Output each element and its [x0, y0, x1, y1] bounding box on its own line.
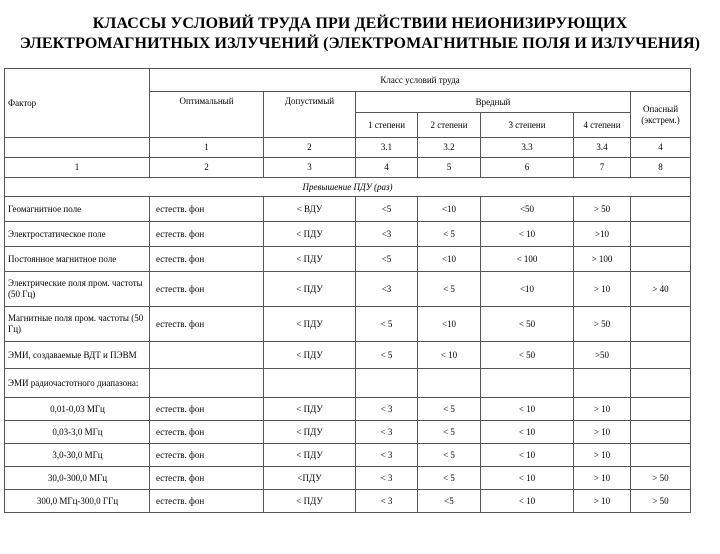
value-cell — [631, 444, 691, 467]
value-cell: естеств. фон — [150, 421, 264, 444]
table-row — [5, 307, 691, 342]
value-cell: естеств. фон — [150, 272, 264, 307]
value-cell: < 3 — [356, 444, 418, 467]
value-cell: > 10 — [574, 444, 631, 467]
value-cell: > 10 — [574, 421, 631, 444]
column-number-cell: 6 — [481, 158, 574, 178]
value-cell: < ПДУ — [264, 444, 356, 467]
value-cell: естеств. фон — [150, 444, 264, 467]
value-cell: < 10 — [481, 398, 574, 421]
dangerous-header: Опасный (экстрем.) — [631, 92, 691, 138]
value-cell — [631, 398, 691, 421]
table-row — [5, 197, 691, 222]
class-number-empty — [5, 138, 150, 158]
value-cell: > 50 — [631, 467, 691, 490]
table-row — [5, 421, 691, 444]
factor-cell: ЭМИ, создаваемые ВДТ и ПЭВМ — [5, 342, 150, 369]
value-cell: < 3 — [356, 490, 418, 513]
header-row-1 — [5, 69, 691, 92]
table-row — [5, 444, 691, 467]
value-cell: < 3 — [356, 421, 418, 444]
value-cell: < 5 — [418, 444, 481, 467]
value-cell: <5 — [356, 247, 418, 272]
value-cell: <3 — [356, 272, 418, 307]
table-row — [5, 272, 691, 307]
factor-cell: Постоянное магнитное поле — [5, 247, 150, 272]
factor-cell: 3,0-30,0 МГц — [5, 444, 150, 467]
value-cell: < 3 — [356, 398, 418, 421]
document-title — [0, 14, 720, 54]
class-number-cell: 3.1 — [356, 138, 418, 158]
factor-cell: 0,01-0,03 МГц — [5, 398, 150, 421]
value-cell: <10 — [418, 197, 481, 222]
empty-cell — [574, 369, 631, 398]
value-cell: < ПДУ — [264, 398, 356, 421]
class-number-cell: 1 — [150, 138, 264, 158]
title-line-2: ЭЛЕКТРОМАГНИТНЫХ ИЗЛУЧЕНИЙ (ЭЛЕКТРОМАГНИТНЫЕ ПОЛЯ И ИЗЛУЧЕНИЯ) — [19, 35, 701, 52]
value-cell: <10 — [418, 247, 481, 272]
value-cell: < 5 — [418, 222, 481, 247]
value-cell: > 50 — [631, 490, 691, 513]
conditions-table — [4, 68, 691, 513]
value-cell: < ПДУ — [264, 421, 356, 444]
value-cell: <5 — [356, 197, 418, 222]
column-number-cell: 7 — [574, 158, 631, 178]
factor-cell: 0,03-3,0 МГц — [5, 421, 150, 444]
harmful-header: Вредный — [356, 92, 631, 113]
column-number-cell: 5 — [418, 158, 481, 178]
value-cell: < ВДУ — [264, 197, 356, 222]
value-cell: < 5 — [356, 307, 418, 342]
value-cell: < ПДУ — [264, 222, 356, 247]
value-cell: > 10 — [574, 490, 631, 513]
title-line-1: КЛАССЫ УСЛОВИЙ ТРУДА ПРИ ДЕЙСТВИИ НЕИОНИЗИРУЮЩИХ — [92, 15, 628, 32]
factor-cell: 300,0 МГц-300,0 ГГц — [5, 490, 150, 513]
value-cell: > 10 — [574, 398, 631, 421]
column-number-cell: 1 — [5, 158, 150, 178]
value-cell: >10 — [574, 222, 631, 247]
empty-cell — [150, 369, 264, 398]
table-row — [5, 342, 691, 369]
value-cell: < 10 — [481, 421, 574, 444]
value-cell — [631, 421, 691, 444]
value-cell: < 10 — [418, 342, 481, 369]
value-cell — [150, 342, 264, 369]
rf-label-row — [5, 369, 691, 398]
value-cell: > 50 — [574, 307, 631, 342]
empty-cell — [631, 369, 691, 398]
value-cell — [631, 247, 691, 272]
column-number-cell: 8 — [631, 158, 691, 178]
empty-cell — [356, 369, 418, 398]
factor-cell: Электрические поля пром. частоты (50 Гц) — [5, 272, 150, 307]
value-cell: < ПДУ — [264, 342, 356, 369]
value-cell: естеств. фон — [150, 490, 264, 513]
value-cell: < 10 — [481, 490, 574, 513]
value-cell: естеств. фон — [150, 467, 264, 490]
excess-label: Превышение ПДУ (раз) — [5, 178, 691, 197]
column-number-row — [5, 158, 691, 178]
factor-header: Фактор — [5, 69, 150, 138]
table-row — [5, 247, 691, 272]
value-cell: <10 — [481, 272, 574, 307]
rf-label: ЭМИ радиочастотного диапазона: — [5, 369, 150, 398]
value-cell: <10 — [418, 307, 481, 342]
value-cell: естеств. фон — [150, 197, 264, 222]
value-cell: > 10 — [574, 272, 631, 307]
value-cell: < 100 — [481, 247, 574, 272]
factor-cell: Геомагнитное поле — [5, 197, 150, 222]
value-cell: <5 — [418, 490, 481, 513]
value-cell: < 50 — [481, 342, 574, 369]
class-number-row — [5, 138, 691, 158]
value-cell: > 40 — [631, 272, 691, 307]
class-group-header: Класс условий труда — [150, 69, 691, 92]
class-number-cell: 3.3 — [481, 138, 574, 158]
table-row — [5, 222, 691, 247]
value-cell: < 10 — [481, 444, 574, 467]
degree-3-header: 3 степени — [481, 113, 574, 138]
acceptable-header: Допустимый — [264, 92, 356, 138]
factor-cell: Электростатическое поле — [5, 222, 150, 247]
optimal-header: Оптимальный — [150, 92, 264, 138]
excess-label-row — [5, 178, 691, 197]
class-number-cell: 3.2 — [418, 138, 481, 158]
column-number-cell: 3 — [264, 158, 356, 178]
value-cell: > 50 — [574, 197, 631, 222]
value-cell: < 5 — [418, 421, 481, 444]
empty-cell — [481, 369, 574, 398]
class-number-cell: 2 — [264, 138, 356, 158]
value-cell: <ПДУ — [264, 467, 356, 490]
value-cell — [631, 197, 691, 222]
degree-1-header: 1 степени — [356, 113, 418, 138]
value-cell: < 3 — [356, 467, 418, 490]
degree-4-header: 4 степени — [574, 113, 631, 138]
value-cell: < ПДУ — [264, 307, 356, 342]
value-cell: < 5 — [356, 342, 418, 369]
value-cell: <50 — [481, 197, 574, 222]
table-row — [5, 398, 691, 421]
value-cell: <3 — [356, 222, 418, 247]
factor-cell: 30,0-300,0 МГц — [5, 467, 150, 490]
value-cell: естеств. фон — [150, 247, 264, 272]
value-cell: > 100 — [574, 247, 631, 272]
value-cell: < ПДУ — [264, 272, 356, 307]
value-cell: < 5 — [418, 272, 481, 307]
value-cell — [631, 222, 691, 247]
table-row — [5, 467, 691, 490]
class-number-cell: 3.4 — [574, 138, 631, 158]
value-cell: < 5 — [418, 467, 481, 490]
value-cell: < 50 — [481, 307, 574, 342]
value-cell — [631, 307, 691, 342]
column-number-cell: 4 — [356, 158, 418, 178]
value-cell: < 5 — [418, 398, 481, 421]
empty-cell — [418, 369, 481, 398]
table-row — [5, 490, 691, 513]
value-cell: < ПДУ — [264, 247, 356, 272]
conditions-table-wrapper — [4, 68, 691, 513]
value-cell — [631, 342, 691, 369]
column-number-cell: 2 — [150, 158, 264, 178]
value-cell: естеств. фон — [150, 307, 264, 342]
value-cell: < 10 — [481, 222, 574, 247]
value-cell: естеств. фон — [150, 222, 264, 247]
degree-2-header: 2 степени — [418, 113, 481, 138]
value-cell: < ПДУ — [264, 490, 356, 513]
class-number-cell: 4 — [631, 138, 691, 158]
value-cell: >50 — [574, 342, 631, 369]
value-cell: естеств. фон — [150, 398, 264, 421]
factor-cell: Магнитные поля пром. частоты (50 Гц) — [5, 307, 150, 342]
empty-cell — [264, 369, 356, 398]
value-cell: > 10 — [574, 467, 631, 490]
value-cell: < 10 — [481, 467, 574, 490]
